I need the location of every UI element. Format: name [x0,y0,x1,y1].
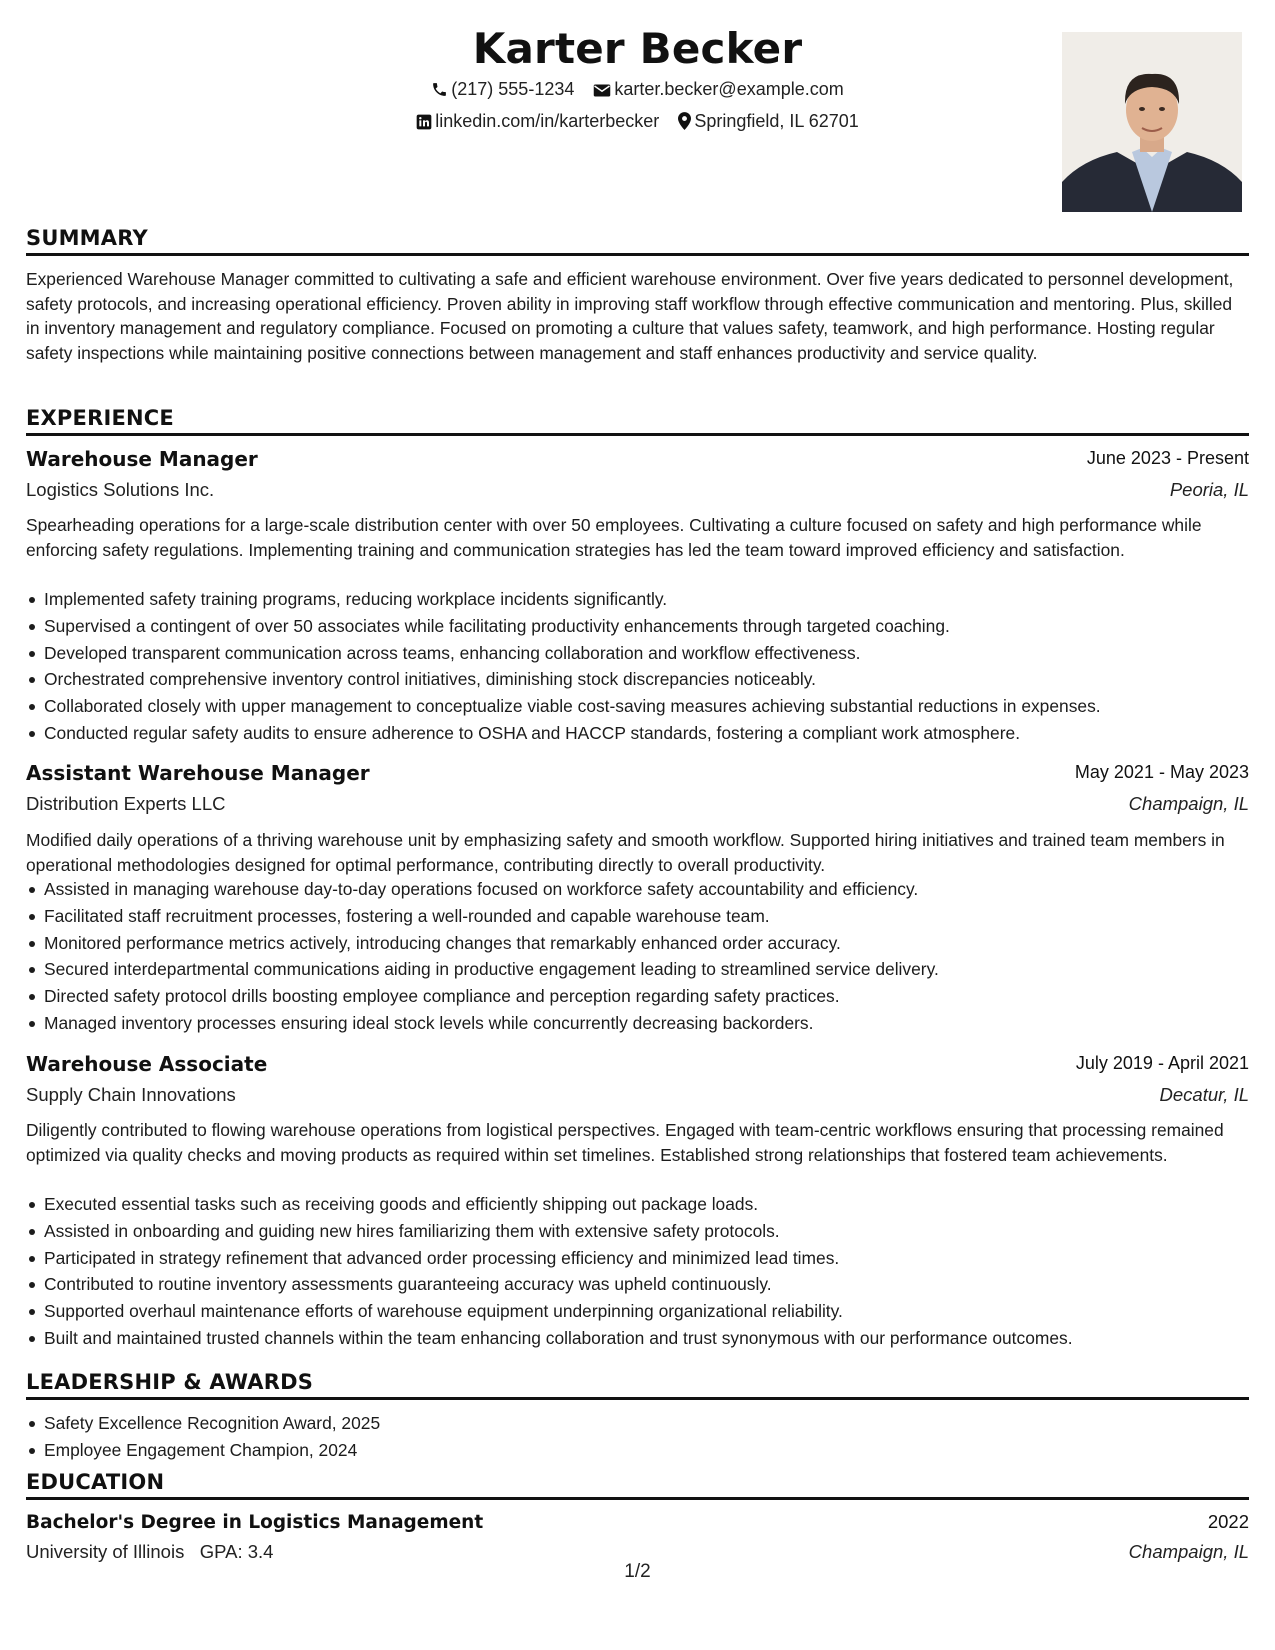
phone-text[interactable]: (217) 555-1234 [451,79,575,99]
job-description: Modified daily operations of a thriving warehouse unit by emphasizing safety and smooth workflow. Supported hiring initiatives and trained team members in operational methodologies designed for optimal performance, contributing directly to overall productivity. [26,830,1225,875]
envelope-icon [593,82,611,103]
list-item: Safety Excellence Recognition Award, 2025 [26,1410,1249,1437]
list-item: Managed inventory processes ensuring ideal stock levels while concurrently decreasing backorders. [26,1010,1249,1037]
job-bullets [26,876,1249,1037]
list-item: Employee Engagement Champion, 2024 [26,1437,1249,1464]
job-title: Assistant Warehouse Manager [26,761,370,785]
job-dates: July 2019 - April 2021 [1075,1053,1249,1073]
linkedin-contact [416,111,659,135]
job-description: Spearheading operations for a large-scale distribution center with over 50 employees. Cultivating a culture focused on safety and high performance while enforcing safety regulations. Implementing training and communication strategies has led the team toward improved efficiency and satisfaction. [26,515,1202,560]
job-title: Warehouse Manager [26,447,258,471]
email-text[interactable]: karter.becker@example.com [614,79,844,99]
job-dates: May 2021 - May 2023 [1074,762,1249,782]
linkedin-text[interactable]: linkedin.com/in/karterbecker [435,111,660,131]
job-company: Distribution Experts LLC [26,793,226,814]
candidate-name: Karter Becker [472,24,803,73]
education-school: University of Illinois [26,1541,185,1562]
resume-header [26,22,1249,212]
phone-contact [431,79,574,103]
list-item: Orchestrated comprehensive inventory control initiatives, diminishing stock discrepancies noticeably. [26,666,1249,693]
job-description: Diligently contributed to flowing warehouse operations from logistical perspectives. Engaged with team-centric workflows ensuring that processing remained optimized via quality checks and moving products as required within set timelines. Established strong relationships that fostered team achievements. [26,1120,1224,1165]
list-item: Conducted regular safety audits to ensure adherence to OSHA and HACCP standards, fostering a compliant work atmosphere. [26,720,1249,747]
list-item: Assisted in managing warehouse day-to-day operations focused on workforce safety accountability and efficiency. [26,876,1249,903]
list-item: Assisted in onboarding and guiding new hires familiarizing them with extensive safety protocols. [26,1218,1249,1245]
education-heading: EDUCATION [26,1470,1249,1500]
list-item: Implemented safety training programs, reducing workplace incidents significantly. [26,586,1249,613]
list-item: Participated in strategy refinement that advanced order processing efficiency and minimized lead times. [26,1245,1249,1272]
linkedin-icon [416,114,432,135]
list-item: Developed transparent communication across teams, enhancing collaboration and workflow effectiveness. [26,640,1249,667]
location-contact [678,111,858,135]
page-number: 1/2 [624,1561,651,1582]
list-item: Supported overhaul maintenance efforts of warehouse equipment underpinning organizational reliability. [26,1298,1249,1325]
job-bullets [26,1191,1249,1352]
list-item: Monitored performance metrics actively, introducing changes that remarkably enhanced order accuracy. [26,930,1249,957]
list-item: Facilitated staff recruitment processes, fostering a well-rounded and capable warehouse team. [26,903,1249,930]
summary-heading: SUMMARY [26,226,1249,256]
education-school-line [26,1541,273,1563]
job-location: Champaign, IL [1128,793,1249,814]
awards-heading: LEADERSHIP & AWARDS [26,1370,1249,1400]
summary-text: Experienced Warehouse Manager committed to cultivating a safe and efficient warehouse environment. Over five years dedicated to personnel development, safety protocols, and increasing operational efficiency. Proven ability in improving staff workflow through effective communication and mentoring. Plus, skilled in inventory management and regulatory compliance. Focused on promoting a culture that values safety, teamwork, and high performance. Hosting regular safety inspections while maintaining positive connections between management and staff enhances productivity and service quality. [26,269,1234,363]
list-item: Contributed to routine inventory assessments guaranteeing accuracy was upheld continuously. [26,1271,1249,1298]
experience-heading: EXPERIENCE [26,406,1249,436]
education-degree: Bachelor's Degree in Logistics Management [26,1512,484,1533]
map-pin-icon [678,112,691,135]
list-item: Executed essential tasks such as receiving goods and efficiently shipping out package loads. [26,1191,1249,1218]
profile-photo [1062,32,1242,212]
job-location: Peoria, IL [1169,479,1249,500]
list-item: Built and maintained trusted channels within the team enhancing collaboration and trust synonymous with our performance outcomes. [26,1325,1249,1352]
list-item: Secured interdepartmental communications aiding in productive engagement leading to streamlined service delivery. [26,956,1249,983]
list-item: Directed safety protocol drills boosting employee compliance and perception regarding safety practices. [26,983,1249,1010]
awards-list [26,1410,1249,1464]
job-company: Supply Chain Innovations [26,1084,236,1105]
job-company: Logistics Solutions Inc. [26,479,215,500]
list-item: Supervised a contingent of over 50 associates while facilitating productivity enhancements through targeted coaching. [26,613,1249,640]
job-location: Decatur, IL [1159,1084,1249,1105]
job-bullets [26,586,1249,747]
education-year: 2022 [1207,1511,1249,1532]
education-location: Champaign, IL [1128,1541,1249,1562]
email-contact [593,79,843,103]
list-item: Collaborated closely with upper management to conceptualize viable cost-saving measures achieving substantial reductions in expenses. [26,693,1249,720]
phone-icon [431,81,448,103]
job-title: Warehouse Associate [26,1052,268,1076]
location-text: Springfield, IL 62701 [694,111,859,131]
education-gpa: GPA: 3.4 [199,1541,274,1562]
job-dates: June 2023 - Present [1086,448,1249,468]
